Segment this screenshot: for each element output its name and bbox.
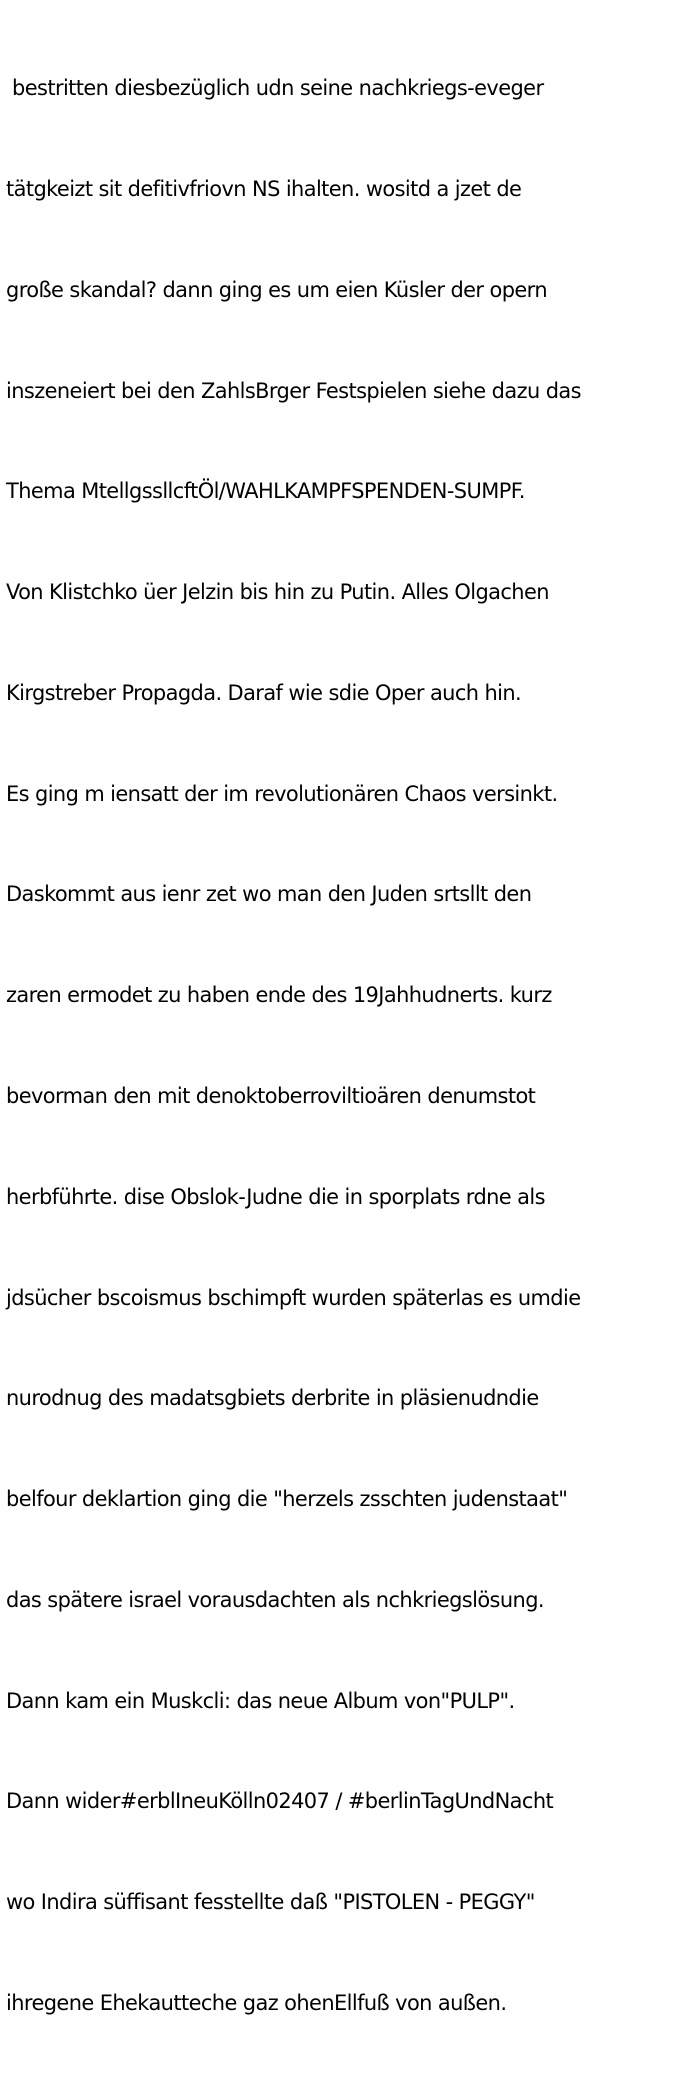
text-line: ihregene Ehekautteche gaz ohenEllfuß von außen. — [6, 1991, 507, 2016]
text-line: belfour deklartion ging die "herzels zsschten judenstaat" — [6, 1487, 568, 1512]
text-line: Thema MtellgssllcftÖl/WAHLKAMPFSPENDEN-SUMPF. — [6, 479, 525, 504]
text-line: große skandal? dann ging es um eien Küsler der opern — [6, 277, 547, 302]
text-line: Dann kam ein Muskcli: das neue Album von"PULP". — [6, 1688, 515, 1713]
text-line: bevorman den mit denoktoberroviltioären denumstot — [6, 1084, 536, 1108]
text-line: wo Indira süffisant fesstellte daß "PISTOLEN - PEGGY" — [6, 1890, 535, 1915]
text-line: Es ging m iensatt der im revolutionären Chaos versinkt. — [6, 781, 558, 806]
text-line: jdsücher bscoismus bschimpft wurden späterlas es umdie — [6, 1285, 581, 1310]
text-line: inszeneiert bei den ZahlsBrger Festspielen siehe dazu das — [6, 378, 581, 403]
text-line: Kirgstreber Propagda. Daraf wie sdie Oper auch hin. — [6, 680, 522, 705]
text-line: Dann wider#erblIneuKölln02407 / #berlinTagUndNacht — [6, 1789, 554, 1814]
text-line: bestritten diesbezüglich udn seine nachkriegs-eveger — [6, 76, 544, 101]
text-line: herbführte. dise Obslok-Judne die in sporplats rdne als — [6, 1184, 545, 1209]
text-line: Daskommt aus ienr zet wo man den Juden srtsllt den — [6, 882, 532, 907]
text-line: das spätere israel vorausdachten als nchkriegslösung. — [6, 1587, 544, 1612]
text-line: zaren ermodet zu haben ende des 19Jahhudnerts. kurz — [6, 983, 552, 1008]
text-line: nurodnug des madatsgbiets derbrite in pläsienudndie — [6, 1386, 539, 1411]
document-text — [6, 5, 682, 2088]
text-line: Von Klistchko üer Jelzin bis hin zu Putin. Alles Olgachen — [6, 580, 549, 605]
text-line: tätgkeizt sit defitivfriovn NS ihalten. wositd a jzet de — [6, 176, 522, 201]
